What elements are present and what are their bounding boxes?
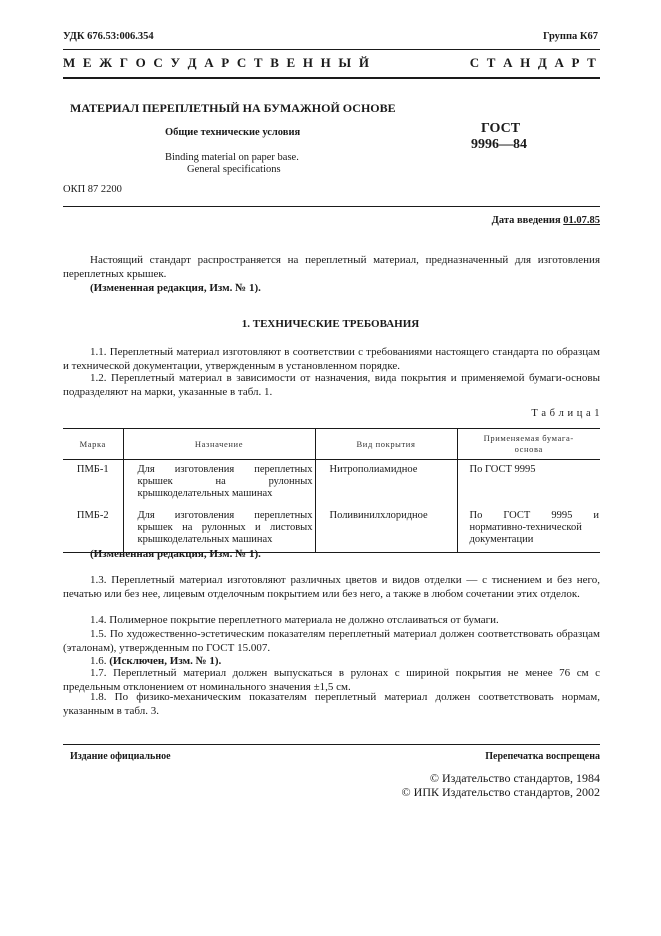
okp-code: ОКП 87 2200 [63, 184, 122, 195]
table-header-coating: Вид покрытия [315, 429, 457, 460]
table-1 [63, 428, 600, 553]
table-cell-mark: ПМБ-1 [76, 464, 109, 475]
paragraph-1-1: 1.1. Переплетный материал изготовляют в соответствии с требованиями настоящего стандарта по образцам и технической документации, утвержденным в установленном порядке. [63, 346, 600, 372]
english-title-2: General specifications [187, 164, 281, 175]
table-cell-purpose: Для изготовления переплетных крышек на рулонных и листовых крышкоделательных машинах [123, 506, 315, 553]
title-rule [63, 206, 600, 207]
intro-paragraph: Настоящий стандарт распространяется на переплетный материал, предназначенный для изготовления переплетных крышек. [63, 254, 600, 280]
table-cell-coating: Нитрополиамидное [315, 460, 457, 507]
paragraph-1-7: 1.7. Переплетный материал должен выпускаться в рулонах с шириной покрытия не менее 76 см с предельным отклонением от номинального значения ±1,5 см. [63, 667, 600, 693]
paragraph-1-5: 1.5. По художественно-эстетическим показателям переплетный материал должен соответствовать образцам (эталонам), утвержденным по ГОСТ 15.007. [63, 628, 600, 654]
table-cell-base-paper: По ГОСТ 9995 [457, 460, 600, 507]
paragraph-1-6-text: (Исключен, Изм. № 1). [109, 655, 222, 667]
paragraph-1-8: 1.8. По физико-механическим показателям переплетный материал должен соответствовать нормам, указанным в табл. 3. [63, 691, 600, 717]
udk-code: УДК 676.53:006.354 [63, 31, 154, 42]
table-cell-coating: Поливинилхлоридное [315, 506, 457, 553]
table-amendment: (Измененная редакция, Изм. № 1). [90, 548, 261, 560]
copyright-1984: © Издательство стандартов, 1984 [429, 771, 600, 785]
document-subtitle: Общие технические условия [165, 127, 301, 138]
banner-left: М Е Ж Г О С У Д А Р С Т В Е Н Н Ы Й [63, 55, 372, 70]
table-cell-mark: ПМБ-2 [63, 506, 123, 553]
group-code: Группа К67 [542, 31, 598, 42]
table-cell-base-paper: По ГОСТ 9995 и нормативно-технической документации [457, 506, 600, 553]
effective-date-label: Дата введения [491, 215, 561, 226]
table-row [63, 460, 600, 507]
effective-date-value: 01.07.85 [563, 215, 600, 226]
document-title: МАТЕРИАЛ ПЕРЕПЛЕТНЫЙ НА БУМАЖНОЙ ОСНОВЕ [70, 101, 396, 115]
copyright-2002: © ИПК Издательство стандартов, 2002 [401, 785, 600, 799]
effective-date [492, 215, 600, 226]
paragraph-1-2: 1.2. Переплетный материал в зависимости от назначения, вида покрытия и применяемой бумаги-основы подразделяют на марки, указанные в табл. 1. [63, 372, 600, 398]
paragraph-1-6-number: 1.6. [90, 655, 107, 667]
banner-right: С Т А Н Д А Р Т [469, 55, 598, 70]
table-1-label: Т а б л и ц а 1 [531, 408, 600, 419]
intro-amendment: (Измененная редакция, Изм. № 1). [90, 282, 261, 294]
paragraph-1-4: 1.4. Полимерное покрытие переплетного материала не должно отслаиваться от бумаги. [90, 614, 499, 626]
table-cell-purpose: Для изготовления переплетных крышек на рулонных крышкоделательных машинах [123, 460, 315, 507]
table-header-purpose: Назначение [123, 429, 315, 460]
official-edition: Издание официальное [70, 751, 171, 762]
reprint-notice: Перепечатка воспрещена [485, 751, 600, 762]
gost-label: ГОСТ [481, 121, 521, 136]
table-header-base-paper: Применяемая бумага-основа [457, 429, 600, 460]
section-1-title: 1. ТЕХНИЧЕСКИЕ ТРЕБОВАНИЯ [241, 318, 420, 330]
table-row [63, 506, 600, 553]
table-header-mark: Марка [63, 429, 123, 460]
paragraph-1-3: 1.3. Переплетный материал изготовляют различных цветов и видов отделки — с тиснением и без него, печатью или без нее, лицевым отделочным покрытием или без него, а также в любом сочетании этих отделок. [63, 574, 600, 600]
gost-number: 9996—84 [471, 137, 527, 152]
english-title-1: Binding material on paper base. [165, 152, 299, 163]
footer-rule [63, 744, 600, 745]
banner-rule [63, 77, 600, 79]
header-rule [63, 49, 600, 50]
